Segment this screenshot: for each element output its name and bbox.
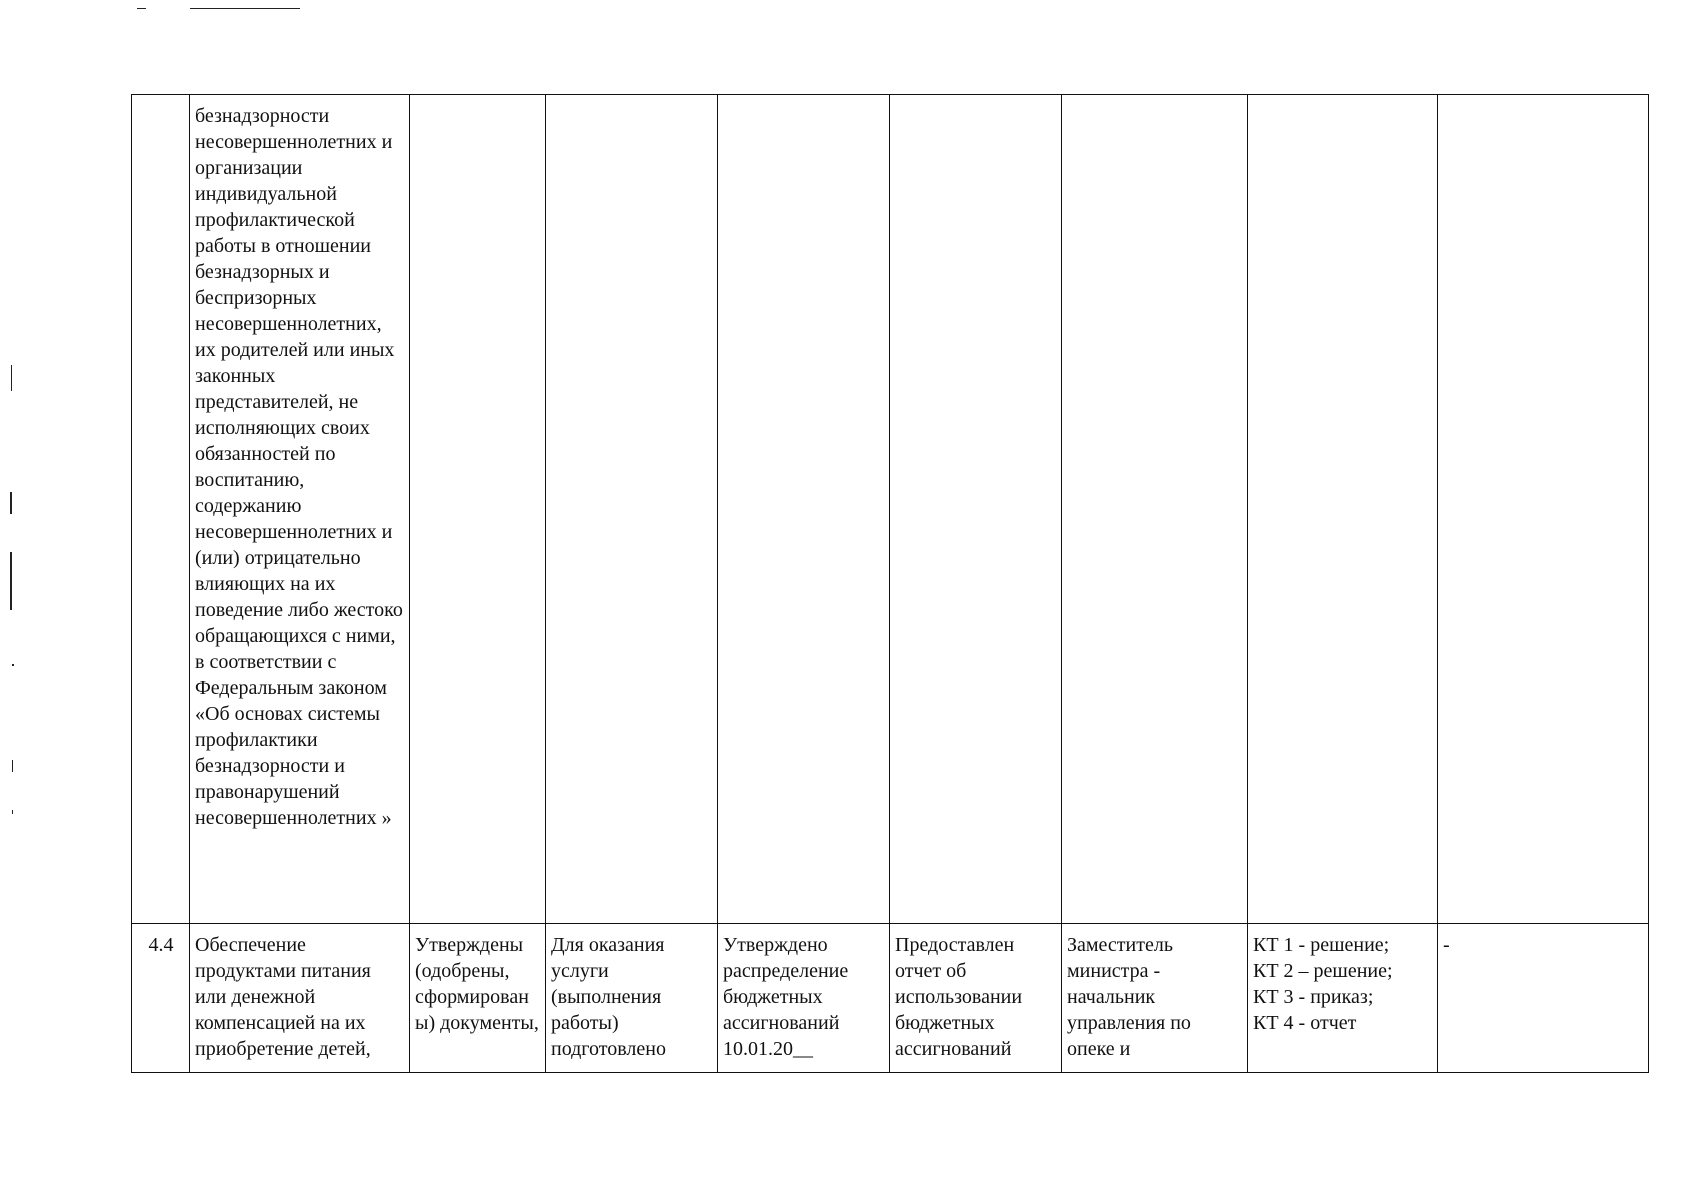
responsible-cell: [1062, 95, 1248, 924]
row-number: 4.4: [132, 924, 190, 1073]
documents-cell: [1248, 95, 1438, 924]
service-cell: [546, 95, 718, 924]
scan-artifact-left: [12, 760, 13, 772]
scan-artifact-left: [10, 492, 12, 514]
scan-artifact-left: [10, 552, 12, 610]
scan-artifact-left: [11, 365, 12, 391]
documents-cell: КТ 1 - решение; КТ 2 – решение; КТ 3 - приказ; КТ 4 - отчет: [1248, 924, 1438, 1073]
service-cell: Для оказания услуги (выполнения работы) подготовлено: [546, 924, 718, 1073]
scan-artifact-top: [137, 8, 146, 9]
checkpoint-cell: Утверждено распределение бюджетных ассигнований 10.01.20__: [718, 924, 890, 1073]
plan-table: [131, 94, 1649, 1073]
note-cell: -: [1438, 924, 1649, 1073]
scan-artifact-left: [12, 664, 14, 666]
report-cell: Предоставлен отчет об использовании бюджетных ассигнований: [890, 924, 1062, 1073]
row-number: [132, 95, 190, 924]
result-cell: Утверждены (одобрены, сформированы) документы,: [410, 924, 546, 1073]
scan-artifact-top: [190, 8, 300, 9]
responsible-cell: Заместитель министра - начальник управления по опеке и: [1062, 924, 1248, 1073]
table-row: [132, 95, 1649, 924]
scan-artifact-left: [12, 810, 13, 814]
note-cell: [1438, 95, 1649, 924]
checkpoint-cell: [718, 95, 890, 924]
report-cell: [890, 95, 1062, 924]
measure-description: безнадзорности несовершеннолетних и организации индивидуальной профилактической работы в отношении безнадзорных и беспризорных несовершеннолетних, их родителей или иных законных представителей, не исполняющих своих обязанностей по воспитанию, содержанию несовершеннолетних и (или) отрицательно влияющих на их поведение либо жестоко обращающихся с ними, в соответствии с Федеральным законом «Об основах системы профилактики безнадзорности и правонарушений несовершеннолетних »: [190, 95, 410, 924]
table-row: [132, 924, 1649, 1073]
result-cell: [410, 95, 546, 924]
measure-description: Обеспечение продуктами питания или денежной компенсацией на их приобретение детей,: [190, 924, 410, 1073]
